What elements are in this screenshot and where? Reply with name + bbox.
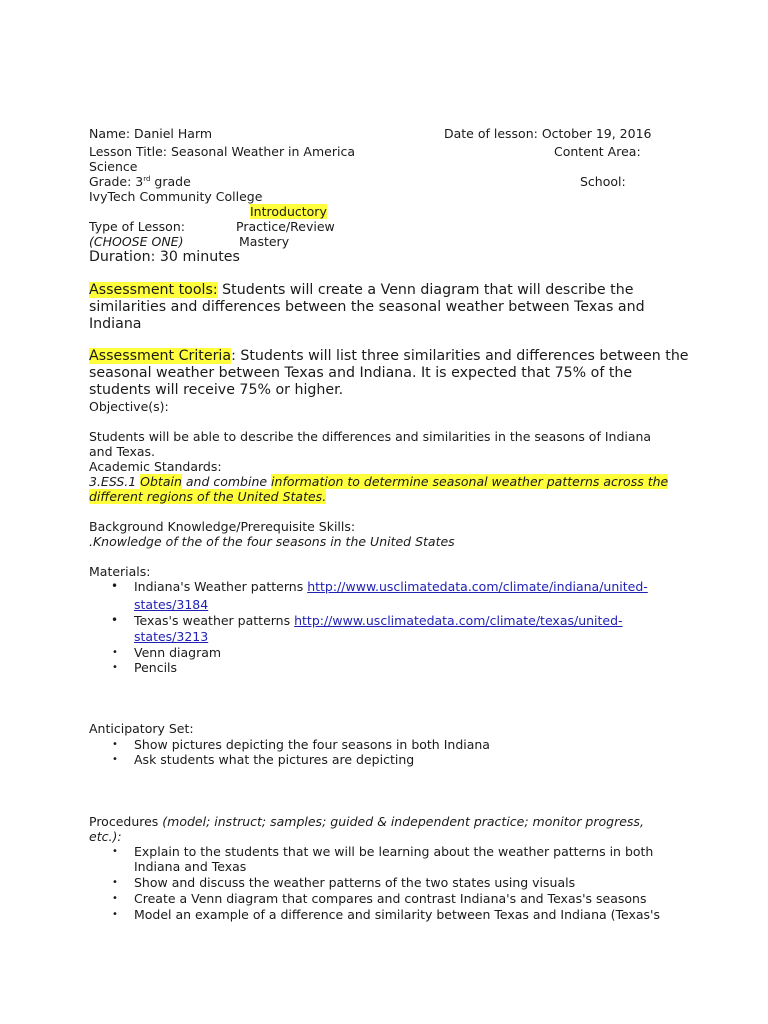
lesson-type-label: Type of Lesson: (89, 219, 185, 234)
teacher-name: Name: Daniel Harm (89, 126, 213, 141)
grade (89, 174, 191, 189)
bullet-icon: • (112, 647, 118, 658)
texas-weather-link[interactable]: http://www.usclimatedata.com/climate/texas/united- (294, 613, 623, 628)
standard-obtain: Obtain (140, 474, 182, 489)
standard-highlight-2: different regions of the United States. (89, 489, 327, 504)
indiana-weather-link[interactable]: http://www.usclimatedata.com/climate/indiana/united- (307, 579, 648, 594)
procedures-item-3: Create a Venn diagram that compares and contrast Indiana's and Texas's seasons (134, 891, 647, 906)
procedures-heading-note: (model; instruct; samples; guided & independent practice; monitor progress, (162, 814, 644, 829)
background-heading: Background Knowledge/Prerequisite Skills: (89, 519, 356, 534)
objectives-line2: and Texas. (89, 444, 156, 459)
bullet-icon: • (111, 613, 119, 627)
bullet-icon: • (112, 893, 118, 904)
duration: Duration: 30 minutes (89, 249, 240, 265)
procedures-item-1: Explain to the students that we will be learning about the weather patterns in both (134, 844, 654, 859)
lesson-type-mastery: Mastery (239, 234, 290, 249)
materials-item-1 (134, 579, 648, 594)
materials-item-2 (134, 613, 623, 628)
bullet-icon: • (112, 662, 118, 673)
bullet-icon: • (112, 754, 118, 765)
materials-item-1-label: Indiana's Weather patterns (134, 579, 308, 594)
materials-item-1-cont (134, 597, 208, 612)
indiana-weather-link-cont[interactable]: states/3184 (134, 597, 209, 612)
bullet-icon: • (112, 909, 118, 920)
lesson-date: Date of lesson: October 19, 2016 (444, 126, 652, 141)
school-value: IvyTech Community College (89, 189, 263, 204)
lesson-type-practice: Practice/Review (236, 219, 335, 234)
assessment-tools-line1 (89, 282, 633, 299)
assessment-criteria-line1 (89, 348, 689, 365)
lesson-title: Lesson Title: Seasonal Weather in America (89, 144, 355, 159)
grade-suffix-sup: rd (143, 175, 151, 183)
assessment-criteria-label: Assessment Criteria (89, 348, 232, 364)
objectives-line1: Students will be able to describe the differences and similarities in the seasons of Indiana (89, 429, 652, 444)
materials-item-4: Pencils (134, 660, 178, 675)
materials-item-2-label: Texas's weather patterns (134, 613, 295, 628)
assessment-tools-line3: Indiana (89, 316, 142, 332)
assessment-criteria-line3: students will receive 75% or higher. (89, 382, 344, 398)
bullet-icon: • (112, 739, 118, 750)
procedures-heading (89, 814, 644, 829)
assessment-criteria-text: : Students will list three similarities and differences between the (231, 348, 689, 364)
materials-item-3: Venn diagram (134, 645, 222, 660)
procedures-item-1-cont: Indiana and Texas (134, 859, 247, 874)
bullet-icon: • (112, 846, 118, 857)
assessment-tools-line2: similarities and differences between the seasonal weather between Texas and (89, 299, 645, 315)
standards-heading: Academic Standards: (89, 459, 222, 474)
objectives-heading: Objective(s): (89, 399, 169, 414)
assessment-tools-label: Assessment tools: (89, 282, 218, 298)
standards-line1 (89, 474, 668, 489)
bullet-icon: • (111, 579, 119, 593)
bullet-icon: • (112, 877, 118, 888)
materials-item-2-cont (134, 629, 208, 644)
assessment-tools-text: Students will create a Venn diagram that will describe the (217, 282, 634, 298)
standard-code: 3.ESS.1 (89, 474, 141, 489)
content-area-value: Science (89, 159, 138, 174)
standard-highlight-1: information to determine seasonal weather patterns across the (271, 474, 669, 489)
procedures-heading-label: Procedures (89, 814, 163, 829)
procedures-item-2: Show and discuss the weather patterns of the two states using visuals (134, 875, 576, 890)
materials-heading: Materials: (89, 564, 151, 579)
grade-prefix: Grade: 3 (89, 174, 144, 189)
texas-weather-link-cont[interactable]: states/3213 (134, 629, 209, 644)
standards-line2 (89, 489, 326, 504)
anticipatory-heading: Anticipatory Set: (89, 721, 194, 736)
grade-suffix: grade (150, 174, 191, 189)
procedures-item-4: Model an example of a difference and similarity between Texas and Indiana (Texas's (134, 907, 661, 922)
content-area-label: Content Area: (554, 144, 641, 159)
background-text: .Knowledge of the of the four seasons in the United States (89, 534, 455, 549)
standard-and-combine: and combine (181, 474, 272, 489)
anticipatory-item-1: Show pictures depicting the four seasons in both Indiana (134, 737, 490, 752)
choose-one-note: (CHOOSE ONE) (89, 234, 184, 249)
introductory-highlight: Introductory (250, 204, 327, 219)
anticipatory-item-2: Ask students what the pictures are depicting (134, 752, 415, 767)
lesson-type-introductory (250, 204, 327, 219)
school-label: School: (580, 174, 626, 189)
assessment-criteria-line2: seasonal weather between Texas and Indiana. It is expected that 75% of the (89, 365, 633, 381)
procedures-heading-note-2: etc.): (89, 829, 122, 844)
